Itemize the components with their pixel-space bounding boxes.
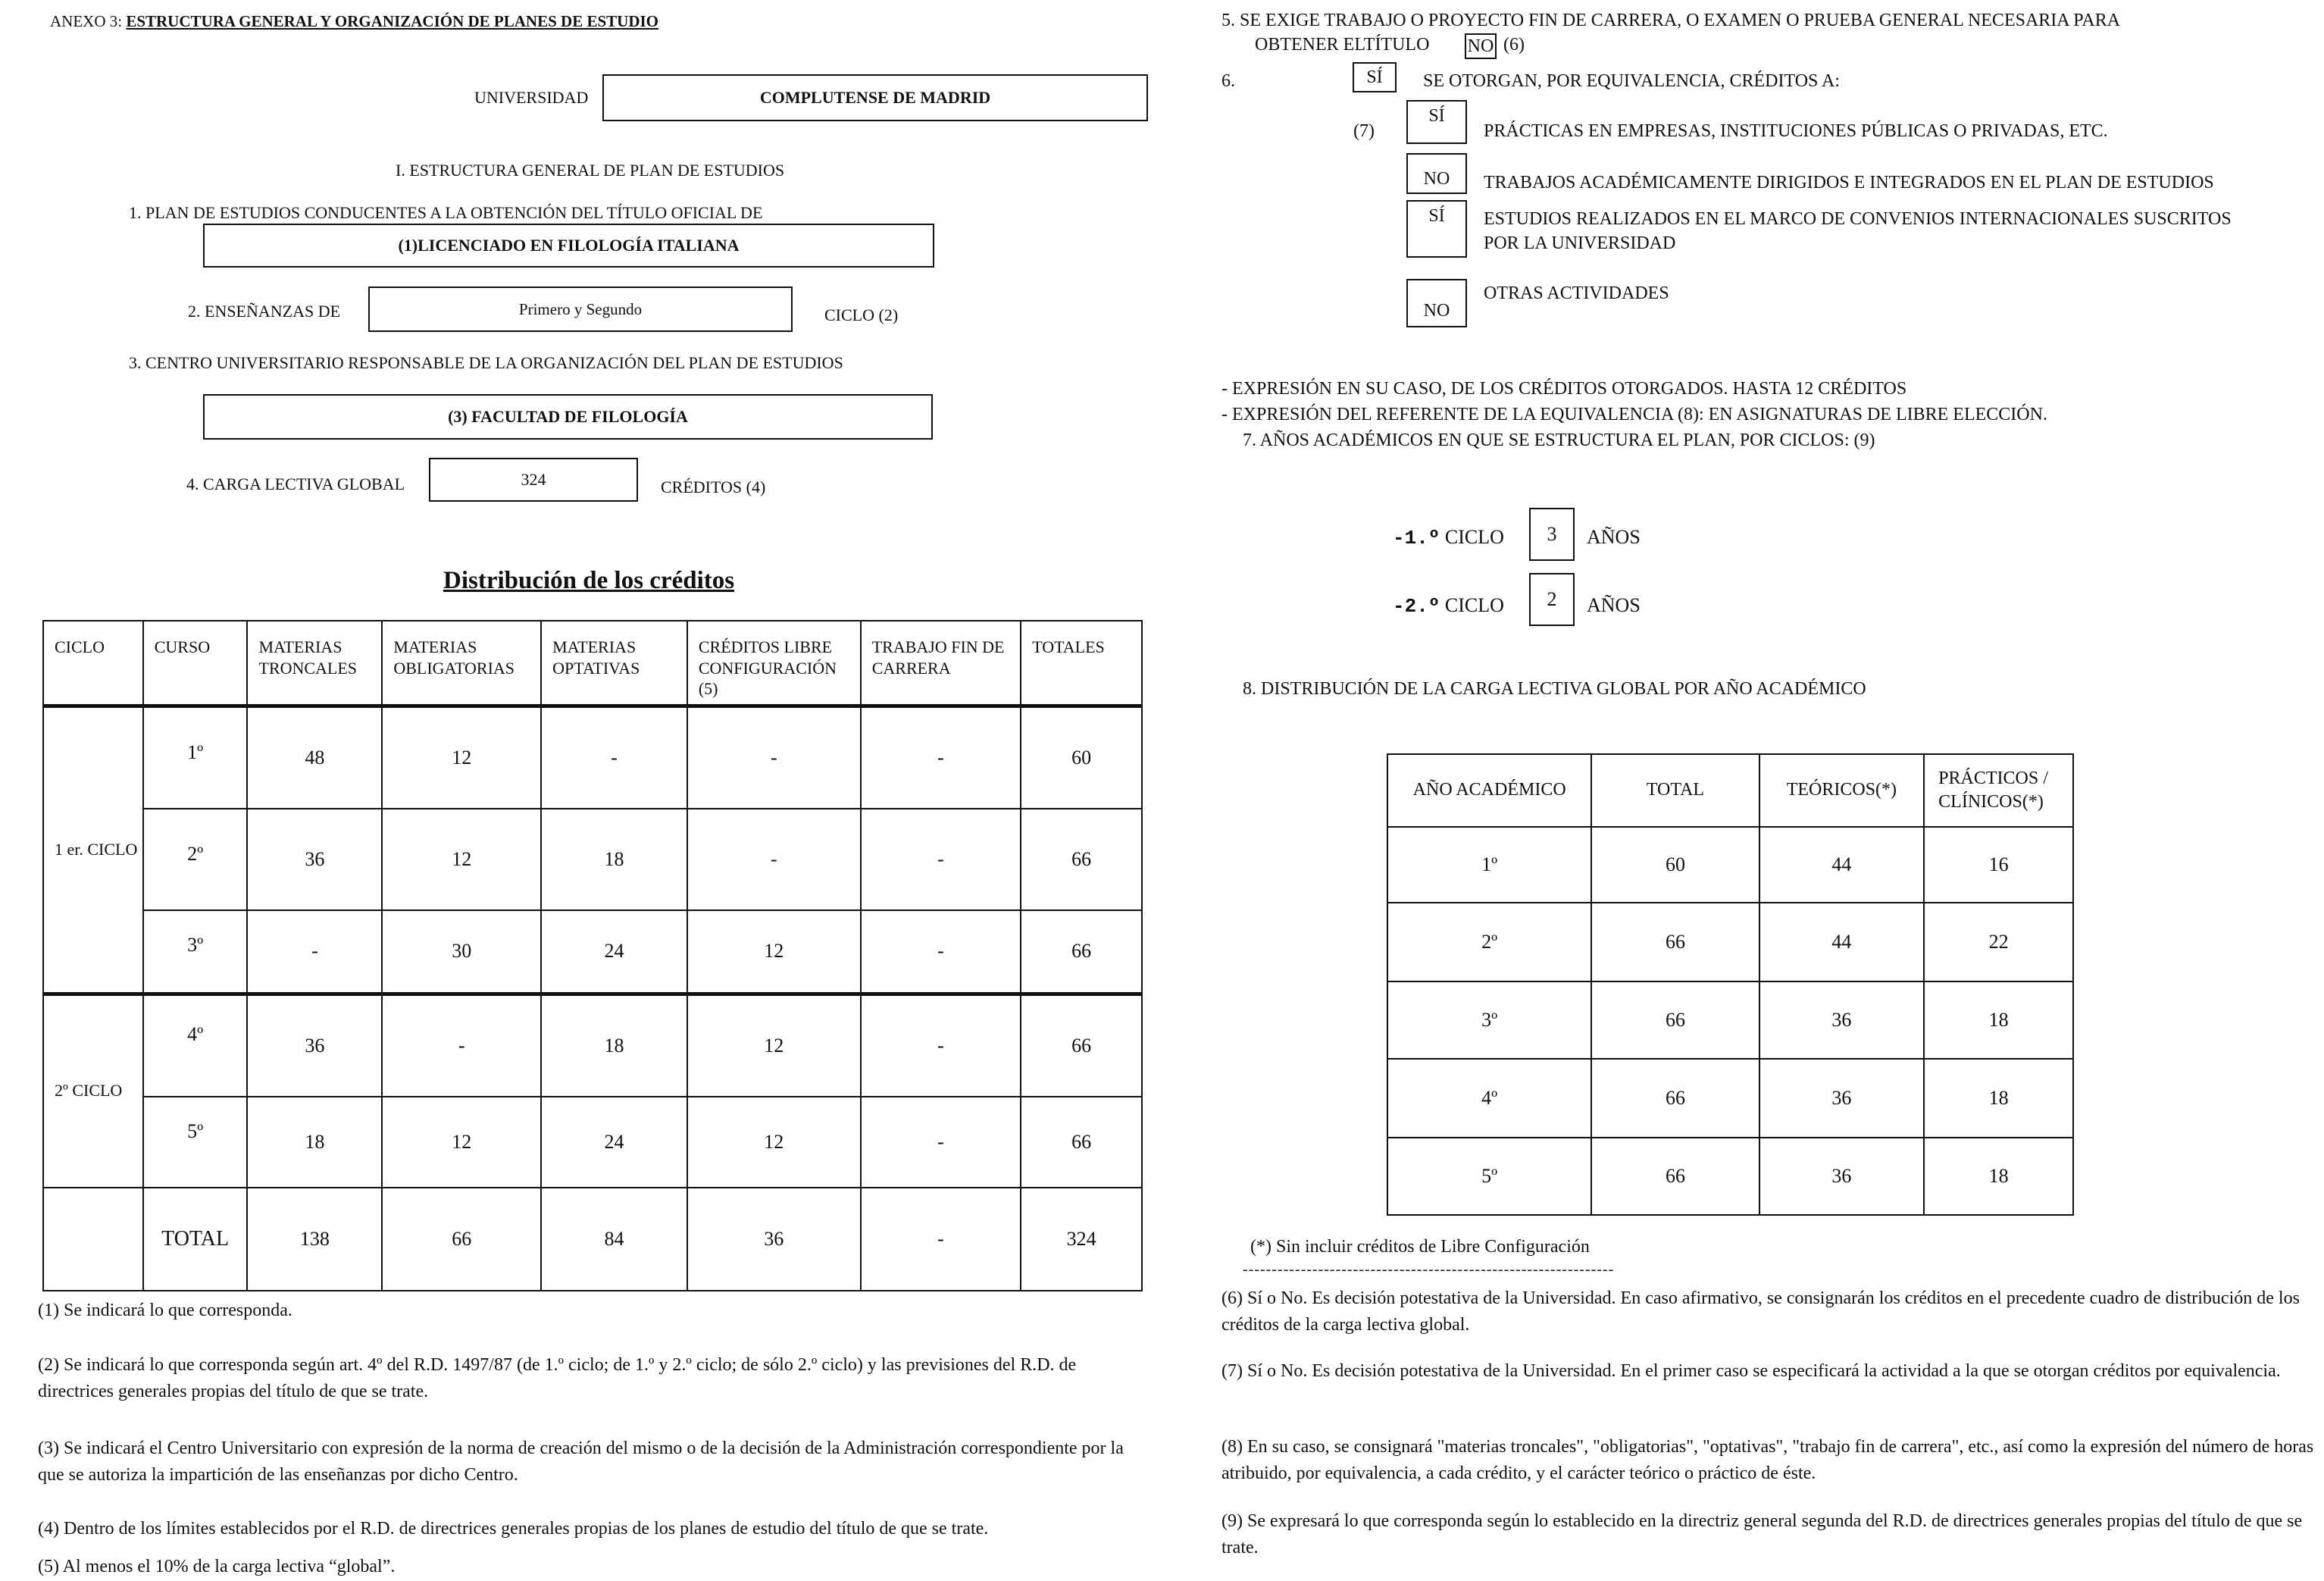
option-value-3: SÍ — [1428, 206, 1445, 226]
curso-cell: 4º — [143, 994, 248, 1097]
table-cell: 66 — [1591, 981, 1759, 1059]
item8: 8. DISTRIBUCIÓN DE LA CARGA LECTIVA GLOBAL POR AÑO ACADÉMICO — [1243, 679, 1866, 699]
table-cell: 138 — [247, 1188, 382, 1291]
annex-title: ESTRUCTURA GENERAL Y ORGANIZACIÓN DE PLANES DE ESTUDIO — [126, 12, 658, 30]
table-cell: 12 — [687, 994, 861, 1097]
universidad-field — [602, 74, 1148, 121]
table-cell: 66 — [1591, 903, 1759, 981]
table-cell: 66 — [1021, 809, 1142, 910]
item5-line1: 5. SE EXIGE TRABAJO O PROYECTO FIN DE CARRERA, O EXAMEN O PRUEBA GENERAL NECESARIA PARA — [1221, 11, 2121, 30]
empty-cycle-cell — [43, 1188, 143, 1291]
item1-label: 1. PLAN DE ESTUDIOS CONDUCENTES A LA OBTENCIÓN DEL TÍTULO OFICIAL DE — [129, 203, 763, 222]
table-cell: - — [861, 910, 1021, 994]
item7: 7. AÑOS ACADÉMICOS EN QUE SE ESTRUCTURA EL PLAN, POR CICLOS: (9) — [1243, 430, 1875, 450]
table-cell: 36 — [1759, 1059, 1925, 1138]
item6-value: SÍ — [1366, 67, 1383, 87]
header-cell: CICLO — [43, 621, 143, 706]
table-row — [43, 910, 1142, 994]
header-cell: CRÉDITOS LIBRE CONFIGURACIÓN (5) — [687, 621, 861, 706]
table-cell: 1º — [1387, 827, 1591, 903]
table-cell: - — [687, 809, 861, 910]
footnote-6: (6) Sí o No. Es decisión potestativa de la Universidad. En caso afirmativo, se consignarán los créditos en el precedente cuadro de distribución de los créditos de la carga lectiva global. — [1221, 1288, 2300, 1335]
option-value-2: NO — [1423, 169, 1450, 189]
item2-label: 2. ENSEÑANZAS DE — [188, 302, 341, 321]
universidad-label: UNIVERSIDAD — [474, 88, 589, 107]
table-cell: 12 — [687, 910, 861, 994]
cycle1-years: AÑOS — [1587, 526, 1641, 548]
table-cell: 30 — [382, 910, 541, 994]
table-cell: 66 — [382, 1188, 541, 1291]
curso-cell: 1º — [143, 706, 248, 809]
cycle1-value: 3 — [1547, 523, 1557, 545]
cycle1-label: CICLO — [1444, 526, 1504, 548]
table-cell: - — [247, 910, 382, 994]
cycle2-box — [1529, 573, 1575, 626]
annual-load-table — [1387, 753, 2074, 1216]
dist-title: Distribución de los créditos — [443, 567, 735, 594]
table-cell: 4º — [1387, 1059, 1591, 1138]
universidad-value: COMPLUTENSE DE MADRID — [759, 88, 991, 107]
option-text-2: TRABAJOS ACADÉMICAMENTE DIRIGIDOS E INTEGRADOS EN EL PLAN DE ESTUDIOS — [1484, 173, 2214, 193]
item5-value: NO — [1467, 36, 1494, 56]
table-cell: 36 — [247, 994, 382, 1097]
table-cell: - — [861, 706, 1021, 809]
table-row — [43, 1097, 1142, 1188]
table-cell: - — [382, 994, 541, 1097]
cycle2-prefix: -2.º — [1393, 595, 1440, 618]
header-cell: CURSO — [143, 621, 248, 706]
table-row — [43, 706, 1142, 809]
option-box-3 — [1406, 200, 1467, 258]
option-text-3: ESTUDIOS REALIZADOS EN EL MARCO DE CONVENIOS INTERNACIONALES SUSCRITOS — [1484, 209, 2232, 229]
cycle1-prefix: -1.º — [1393, 527, 1440, 549]
table-cell: 60 — [1021, 706, 1142, 809]
table-cell: 66 — [1021, 1097, 1142, 1188]
item5-line2: OBTENER ELTÍTULO — [1255, 35, 1430, 55]
table-cell: - — [861, 809, 1021, 910]
table-cell: 18 — [1924, 981, 2073, 1059]
option-text-4: OTRAS ACTIVIDADES — [1484, 283, 1669, 303]
option-box-4 — [1406, 279, 1467, 327]
table-cell: 5º — [1387, 1138, 1591, 1215]
footnote-7: (7) Sí o No. Es decisión potestativa de la Universidad. En el primer caso se especificará la actividad a la que se otorgan créditos por equivalencia. — [1221, 1361, 2281, 1381]
item3-label: 3. CENTRO UNIVERSITARIO RESPONSABLE DE LA ORGANIZACIÓN DEL PLAN DE ESTUDIOS — [129, 353, 843, 372]
table-cell: 44 — [1759, 903, 1925, 981]
cycle2-label: CICLO — [1444, 594, 1504, 616]
curso-cell: 5º — [143, 1097, 248, 1188]
table-cell: 12 — [382, 1097, 541, 1188]
header-cell: AÑO ACADÉMICO — [1387, 754, 1591, 827]
table-cell: 60 — [1591, 827, 1759, 903]
footnote-2: (2) Se indicará lo que corresponda según art. 4º del R.D. 1497/87 (de 1.º ciclo; de 1.º y 2.º ciclo; de sólo 2.º ciclo) y las previsiones del R.D. de directrices generales propias del título de que se trate. — [38, 1355, 1077, 1401]
item2-suffix: CICLO (2) — [824, 305, 899, 324]
header-cell: TEÓRICOS(*) — [1759, 754, 1925, 827]
item5-suffix: (6) — [1503, 35, 1525, 55]
table-cell: 12 — [687, 1097, 861, 1188]
table-cell: 3º — [1387, 981, 1591, 1059]
table-cell: 18 — [1924, 1138, 2073, 1215]
table-row — [1387, 827, 2073, 903]
table-cell: 24 — [541, 1097, 687, 1188]
option-text-3b: POR LA UNIVERSIDAD — [1484, 233, 1676, 253]
table-cell: 2º — [1387, 903, 1591, 981]
header-cell: PRÁCTICOS / CLÍNICOS(*) — [1924, 754, 2073, 827]
credit-distribution-table — [42, 620, 1143, 1291]
table-cell: 36 — [1759, 981, 1925, 1059]
table-cell: 36 — [687, 1188, 861, 1291]
option-text-1: PRÁCTICAS EN EMPRESAS, INSTITUCIONES PÚBLICAS O PRIVADAS, ETC. — [1484, 121, 2108, 141]
table-cell: 18 — [247, 1097, 382, 1188]
table-cell: 66 — [1591, 1138, 1759, 1215]
annex-header — [50, 12, 658, 31]
ensenanzas-field — [368, 286, 793, 332]
table-cell: 24 — [541, 910, 687, 994]
table-cell: 18 — [541, 809, 687, 910]
option-value-4: NO — [1423, 301, 1450, 321]
item6-text: SE OTORGAN, POR EQUIVALENCIA, CRÉDITOS A: — [1423, 71, 1841, 91]
carga-value: 324 — [521, 470, 546, 489]
header-cell: MATERIAS OPTATIVAS — [541, 621, 687, 706]
option-box-2 — [1406, 153, 1467, 194]
item6-ref: (7) — [1353, 121, 1375, 141]
item6-box — [1353, 62, 1397, 92]
table-cell: 36 — [1759, 1138, 1925, 1215]
table-row — [1387, 903, 2073, 981]
table-cell: - — [541, 706, 687, 809]
footnote-5: (5) Al menos el 10% de la carga lectiva “global”. — [38, 1557, 396, 1576]
annex-prefix: ANEXO 3: — [50, 12, 123, 30]
total-label-cell: TOTAL — [143, 1188, 248, 1291]
table-cell: - — [861, 1097, 1021, 1188]
footnote-3: (3) Se indicará el Centro Universitario con expresión de la norma de creación del mismo o de la decisión de la Administración correspondiente por la que se autoriza la impartición de las enseñanzas por dicho Centro. — [38, 1439, 1124, 1485]
header-cell: MATERIAS TRONCALES — [247, 621, 382, 706]
table-row — [43, 994, 1142, 1097]
table-cell: - — [861, 1188, 1021, 1291]
table-cell: 22 — [1924, 903, 2073, 981]
table-cell: 66 — [1021, 910, 1142, 994]
header-cell: MATERIAS OBLIGATORIAS — [382, 621, 541, 706]
asterisk-note: (*) Sin incluir créditos de Libre Configuración — [1250, 1237, 1590, 1257]
carga-field — [429, 458, 638, 502]
centro-field — [203, 394, 933, 440]
item6-num: 6. — [1221, 71, 1235, 91]
footnote-8: (8) En su caso, se consignará "materias troncales", "obligatorias", "optativas", "trabajo fin de carrera", etc., así como la expresión del número de horas atribuido, por equivalencia, a cada crédito, y el carácter teórico o práctico de éste. — [1221, 1437, 2314, 1483]
footnote-9: (9) Se expresará lo que corresponda según lo establecido en la directriz general segunda del R.D. de directrices generales propias del título de que se trate. — [1221, 1511, 2303, 1558]
table-cell: 12 — [382, 706, 541, 809]
table-cell: 48 — [247, 706, 382, 809]
cycle-cell: 2º CICLO — [43, 994, 143, 1188]
table-row — [1387, 1059, 2073, 1138]
centro-value: (3) FACULTAD DE FILOLOGÍA — [448, 407, 688, 426]
titulo-field — [203, 224, 934, 268]
dashed-separator: ---------------------------------------------------------------- — [1243, 1261, 1615, 1278]
cycle2-row — [1393, 594, 1504, 618]
table-cell: - — [687, 706, 861, 809]
table-cell: 18 — [1924, 1059, 2073, 1138]
cycle1-box — [1529, 508, 1575, 561]
cycle2-years: AÑOS — [1587, 594, 1641, 616]
header-cell: TOTALES — [1021, 621, 1142, 706]
table-header-row — [43, 621, 1142, 706]
titulo-value: (1)LICENCIADO EN FILOLOGÍA ITALIANA — [398, 236, 740, 255]
expr-2: - EXPRESIÓN DEL REFERENTE DE LA EQUIVALENCIA (8): EN ASIGNATURAS DE LIBRE ELECCIÓN. — [1221, 405, 2047, 424]
item5-box — [1465, 33, 1497, 59]
option-box-1 — [1406, 100, 1467, 144]
curso-cell: 2º — [143, 809, 248, 910]
item4-suffix: CRÉDITOS (4) — [661, 477, 766, 496]
table-total-row — [43, 1188, 1142, 1291]
expr-1: - EXPRESIÓN EN SU CASO, DE LOS CRÉDITOS OTORGADOS. HASTA 12 CRÉDITOS — [1221, 379, 1907, 399]
table-cell: 18 — [541, 994, 687, 1097]
cycle2-value: 2 — [1547, 588, 1557, 610]
cycle1-row — [1393, 526, 1504, 549]
table-cell: - — [861, 994, 1021, 1097]
table-cell: 44 — [1759, 827, 1925, 903]
cycle-cell: 1 er. CICLO — [43, 706, 143, 994]
header-cell: TRABAJO FIN DE CARRERA — [861, 621, 1021, 706]
table-row — [43, 809, 1142, 910]
item4-label: 4. CARGA LECTIVA GLOBAL — [186, 474, 405, 493]
table-row — [1387, 1138, 2073, 1215]
curso-cell: 3º — [143, 910, 248, 994]
footnote-4: (4) Dentro de los límites establecidos por el R.D. de directrices generales propias de los planes de estudio del título de que se trate. — [38, 1519, 989, 1539]
section-heading: I. ESTRUCTURA GENERAL DE PLAN DE ESTUDIOS — [396, 161, 785, 180]
table-cell: 324 — [1021, 1188, 1142, 1291]
table-row — [1387, 981, 2073, 1059]
option-value-1: SÍ — [1428, 106, 1445, 126]
table-header-row — [1387, 754, 2073, 827]
table-cell: 66 — [1021, 994, 1142, 1097]
header-cell: TOTAL — [1591, 754, 1759, 827]
table-cell: 36 — [247, 809, 382, 910]
table-cell: 16 — [1924, 827, 2073, 903]
table-cell: 84 — [541, 1188, 687, 1291]
table-cell: 66 — [1591, 1059, 1759, 1138]
ensenanzas-value: Primero y Segundo — [518, 299, 643, 318]
table-cell: 12 — [382, 809, 541, 910]
footnote-1: (1) Se indicará lo que corresponda. — [38, 1301, 292, 1320]
